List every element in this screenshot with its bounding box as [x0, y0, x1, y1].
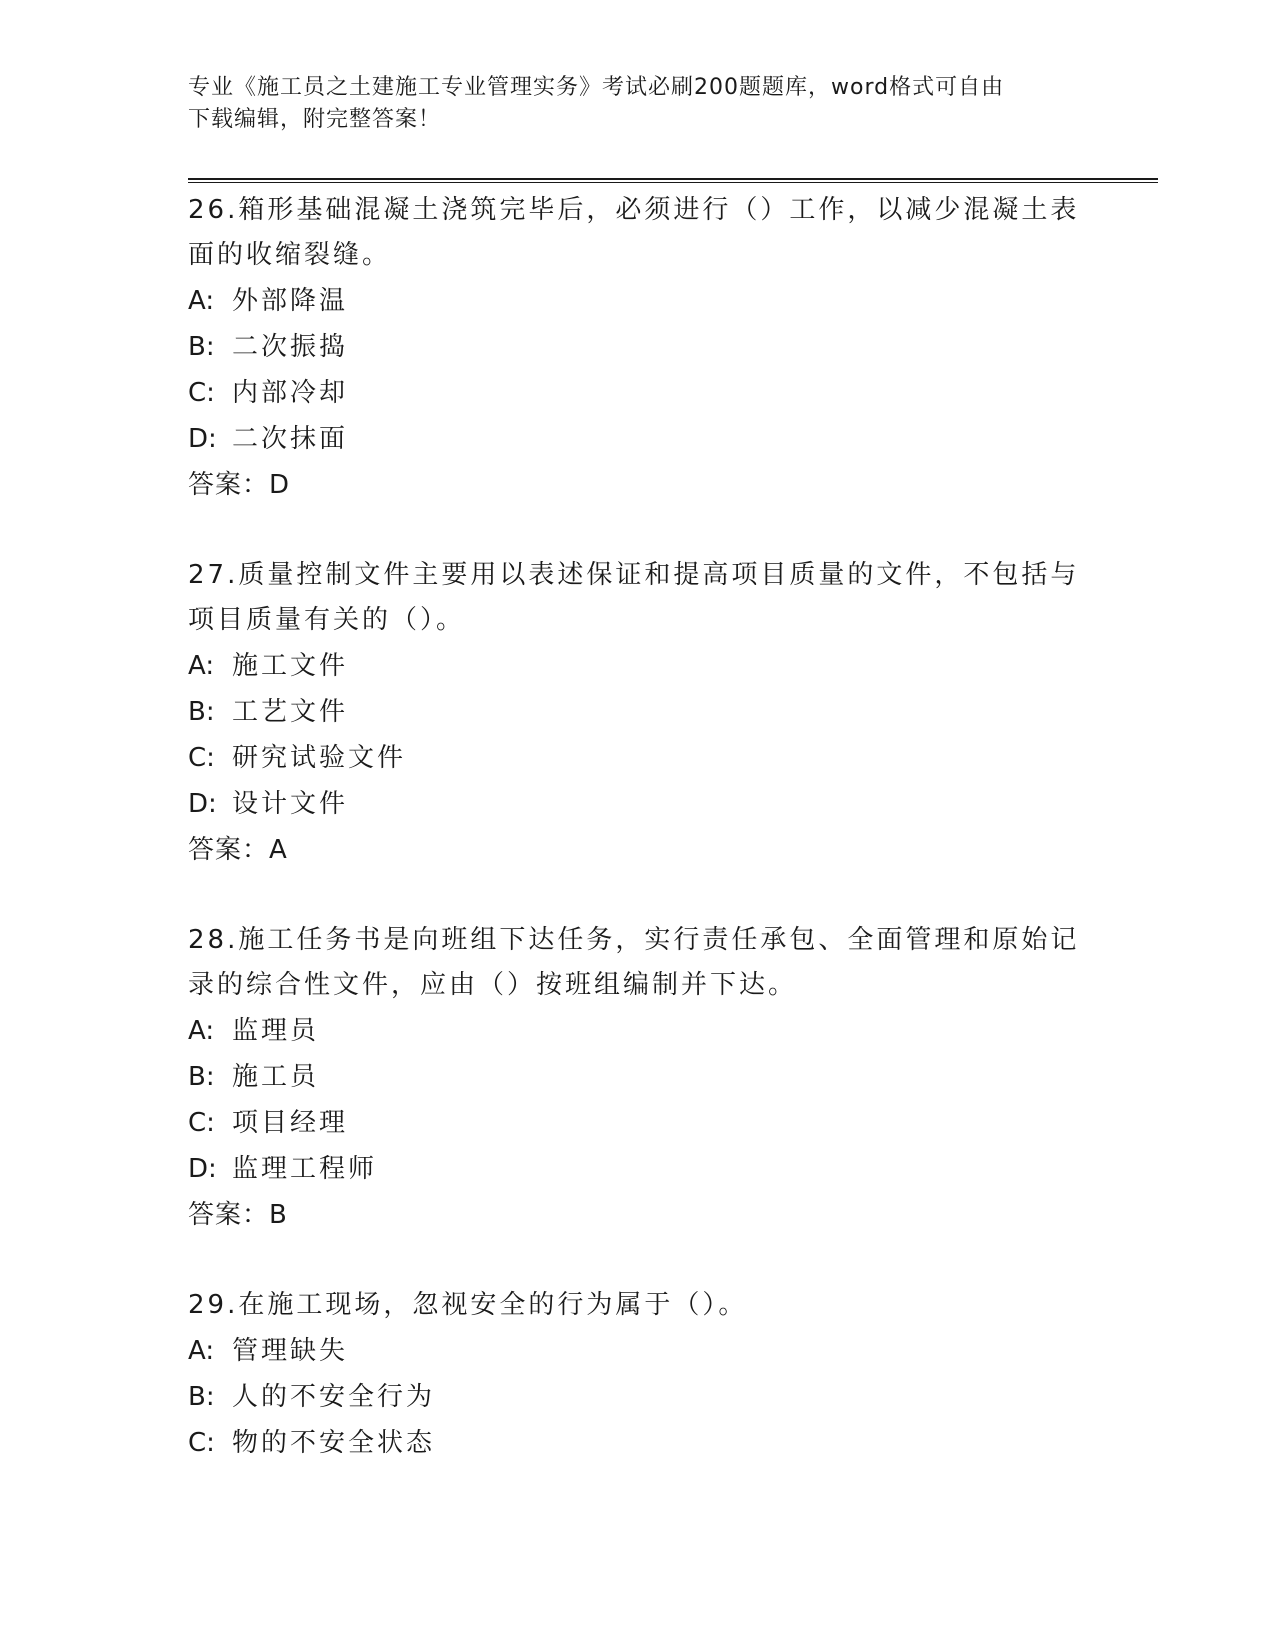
option-text: 项目经理 [232, 1108, 349, 1138]
option-letter: B: [188, 332, 215, 362]
option-letter: A: [188, 1016, 215, 1046]
option-c [188, 735, 1088, 781]
option-b [188, 1054, 1088, 1100]
option-text: 人的不安全行为 [232, 1382, 436, 1412]
option-text: 工艺文件 [232, 697, 349, 727]
answer-line: 答案：B [188, 1200, 288, 1230]
option-letter: A: [188, 1336, 215, 1366]
option-text: 设计文件 [232, 789, 349, 819]
option-letter: B: [188, 1382, 215, 1412]
question-stem: 26.箱形基础混凝土浇筑完毕后，必须进行（）工作，以减少混凝土表面的收缩裂缝。 [188, 195, 1080, 270]
option-d [188, 416, 1088, 462]
question-stem: 27.质量控制文件主要用以表述保证和提高项目质量的文件，不包括与项目质量有关的（）。 [188, 560, 1080, 635]
option-text: 监理员 [232, 1016, 320, 1046]
header-line-1: 专业《施工员之土建施工专业管理实务》考试必刷200题题库，word格式可自由 [188, 75, 1005, 100]
question-26 [188, 188, 1088, 508]
option-letter: C: [188, 743, 215, 773]
question-list [188, 188, 1088, 1466]
option-text: 监理工程师 [232, 1154, 378, 1184]
option-c [188, 370, 1088, 416]
option-c [188, 1420, 1088, 1466]
question-27 [188, 553, 1088, 873]
question-28 [188, 918, 1088, 1238]
document-page [188, 0, 1158, 1650]
option-d [188, 781, 1088, 827]
option-text: 施工文件 [232, 651, 349, 681]
option-letter: D: [188, 1154, 217, 1184]
option-b [188, 324, 1088, 370]
option-letter: A: [188, 286, 215, 316]
option-a [188, 1008, 1088, 1054]
option-letter: D: [188, 424, 217, 454]
question-stem: 28.施工任务书是向班组下达任务，实行责任承包、全面管理和原始记录的综合性文件，应由（）按班组编制并下达。 [188, 925, 1080, 1000]
header-divider [188, 178, 1158, 183]
option-text: 二次振捣 [232, 332, 349, 362]
option-a [188, 643, 1088, 689]
option-letter: A: [188, 651, 215, 681]
option-letter: B: [188, 1062, 215, 1092]
option-text: 物的不安全状态 [232, 1428, 436, 1458]
option-b [188, 1374, 1088, 1420]
option-letter: C: [188, 1108, 215, 1138]
question-stem: 29.在施工现场，忽视安全的行为属于（）。 [188, 1290, 748, 1320]
header-line-2: 下载编辑，附完整答案！ [188, 107, 442, 132]
option-a [188, 278, 1088, 324]
option-letter: B: [188, 697, 215, 727]
option-text: 内部冷却 [232, 378, 349, 408]
option-b [188, 689, 1088, 735]
option-letter: C: [188, 1428, 215, 1458]
option-text: 二次抹面 [232, 424, 349, 454]
option-c [188, 1100, 1088, 1146]
answer-line: 答案：A [188, 835, 288, 865]
answer-line: 答案：D [188, 470, 291, 500]
question-29 [188, 1283, 1088, 1466]
option-text: 外部降温 [232, 286, 349, 316]
option-d [188, 1146, 1088, 1192]
option-text: 管理缺失 [232, 1336, 349, 1366]
option-letter: C: [188, 378, 215, 408]
option-letter: D: [188, 789, 217, 819]
option-text: 研究试验文件 [232, 743, 407, 773]
option-a [188, 1328, 1088, 1374]
option-text: 施工员 [232, 1062, 320, 1092]
document-header [188, 72, 1088, 136]
